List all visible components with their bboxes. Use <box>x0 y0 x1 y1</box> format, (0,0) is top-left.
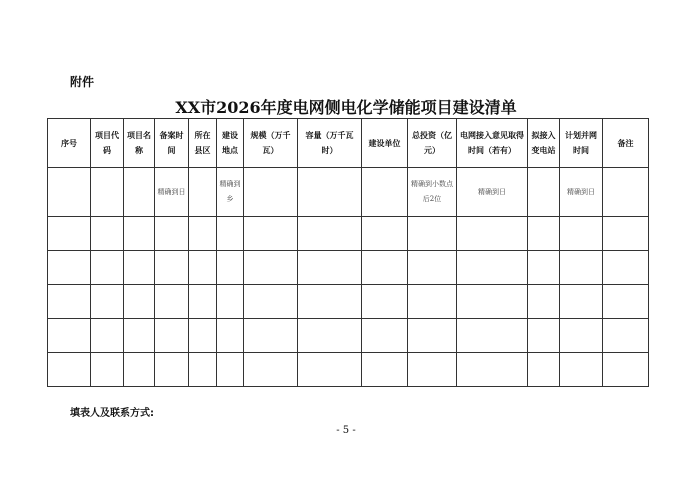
table-cell[interactable] <box>457 251 528 285</box>
table-cell[interactable] <box>560 285 603 319</box>
table-cell[interactable] <box>48 217 91 251</box>
table-cell[interactable] <box>362 319 408 353</box>
table-cell[interactable] <box>408 251 457 285</box>
table-cell[interactable] <box>528 319 560 353</box>
table-cell[interactable] <box>155 285 189 319</box>
page-number: - 5 - <box>336 425 356 436</box>
table-cell[interactable] <box>298 217 362 251</box>
table-cell[interactable] <box>217 217 244 251</box>
table-cell[interactable] <box>528 285 560 319</box>
project-list-table <box>47 118 649 387</box>
table-cell: 精确到日 <box>155 168 189 217</box>
table-cell[interactable] <box>124 319 155 353</box>
table-cell[interactable] <box>560 251 603 285</box>
column-header: 电网接入意见取得时间（若有） <box>457 119 528 168</box>
filler-contact-label: 填表人及联系方式: <box>70 408 154 419</box>
table-cell[interactable] <box>244 285 298 319</box>
table-cell: 精确到小数点后2位 <box>408 168 457 217</box>
column-header: 建设单位 <box>362 119 408 168</box>
table-cell[interactable] <box>298 319 362 353</box>
column-header: 总投资（亿元） <box>408 119 457 168</box>
table-cell <box>91 168 124 217</box>
table-row <box>48 251 649 285</box>
table-cell <box>362 168 408 217</box>
table-cell[interactable] <box>91 217 124 251</box>
table-cell[interactable] <box>528 251 560 285</box>
table-cell[interactable] <box>124 251 155 285</box>
table-row <box>48 353 649 387</box>
column-header: 项目代码 <box>91 119 124 168</box>
table-cell[interactable] <box>362 217 408 251</box>
table-cell[interactable] <box>91 285 124 319</box>
table-cell: 精确到日 <box>457 168 528 217</box>
table-cell <box>528 168 560 217</box>
table-cell[interactable] <box>603 285 649 319</box>
table-cell[interactable] <box>217 285 244 319</box>
table-cell[interactable] <box>603 353 649 387</box>
table-cell[interactable] <box>124 217 155 251</box>
table-cell[interactable] <box>362 251 408 285</box>
table-row-example <box>48 168 649 217</box>
table-cell[interactable] <box>244 251 298 285</box>
table-cell[interactable] <box>189 217 217 251</box>
table-cell[interactable] <box>362 353 408 387</box>
page-title: XX市2026年度电网侧电化学储能项目建设清单 <box>175 98 517 117</box>
table-cell[interactable] <box>560 319 603 353</box>
column-header: 项目名称 <box>124 119 155 168</box>
attachment-label: 附件 <box>70 75 95 89</box>
table-cell[interactable] <box>560 353 603 387</box>
table-cell[interactable] <box>155 319 189 353</box>
table-cell[interactable] <box>48 285 91 319</box>
table-cell[interactable] <box>560 217 603 251</box>
table-cell[interactable] <box>362 285 408 319</box>
table-cell[interactable] <box>408 285 457 319</box>
table-cell[interactable] <box>91 251 124 285</box>
table-cell[interactable] <box>124 353 155 387</box>
table-cell[interactable] <box>155 251 189 285</box>
column-header: 备案时间 <box>155 119 189 168</box>
table-cell[interactable] <box>217 319 244 353</box>
column-header: 所在县区 <box>189 119 217 168</box>
column-header: 拟接入变电站 <box>528 119 560 168</box>
table-cell[interactable] <box>528 353 560 387</box>
table-cell <box>244 168 298 217</box>
table-cell: 精确到乡 <box>217 168 244 217</box>
table-cell[interactable] <box>603 319 649 353</box>
table-cell[interactable] <box>244 353 298 387</box>
table-cell[interactable] <box>603 217 649 251</box>
table-cell[interactable] <box>298 285 362 319</box>
table-cell[interactable] <box>189 353 217 387</box>
table-row <box>48 285 649 319</box>
table-cell <box>603 168 649 217</box>
table-cell[interactable] <box>298 353 362 387</box>
table-cell[interactable] <box>155 217 189 251</box>
column-header: 容量（万千瓦时） <box>298 119 362 168</box>
table-cell[interactable] <box>91 353 124 387</box>
table-cell: 精确到日 <box>560 168 603 217</box>
table-header-row <box>48 119 649 168</box>
column-header: 建设地点 <box>217 119 244 168</box>
table-row <box>48 319 649 353</box>
table-cell <box>298 168 362 217</box>
table-cell[interactable] <box>408 353 457 387</box>
table-cell[interactable] <box>457 285 528 319</box>
table-cell[interactable] <box>603 251 649 285</box>
table-cell[interactable] <box>124 285 155 319</box>
table-cell[interactable] <box>155 353 189 387</box>
table-cell[interactable] <box>189 285 217 319</box>
column-header: 备注 <box>603 119 649 168</box>
column-header: 计划并网时间 <box>560 119 603 168</box>
table-cell[interactable] <box>298 251 362 285</box>
table-cell[interactable] <box>48 251 91 285</box>
table-cell[interactable] <box>457 319 528 353</box>
table-row <box>48 217 649 251</box>
table-cell[interactable] <box>189 319 217 353</box>
table-cell[interactable] <box>408 319 457 353</box>
table-cell <box>189 168 217 217</box>
table-cell[interactable] <box>217 353 244 387</box>
table-cell[interactable] <box>244 217 298 251</box>
table-cell[interactable] <box>457 217 528 251</box>
table-cell[interactable] <box>217 251 244 285</box>
table-cell[interactable] <box>457 353 528 387</box>
table-cell[interactable] <box>48 319 91 353</box>
table-cell[interactable] <box>189 251 217 285</box>
table-cell[interactable] <box>48 353 91 387</box>
table-cell[interactable] <box>244 319 298 353</box>
table-cell[interactable] <box>91 319 124 353</box>
column-header: 序号 <box>48 119 91 168</box>
column-header: 规模（万千瓦） <box>244 119 298 168</box>
table-cell <box>124 168 155 217</box>
table-cell[interactable] <box>408 217 457 251</box>
table-cell <box>48 168 91 217</box>
table-cell[interactable] <box>528 217 560 251</box>
